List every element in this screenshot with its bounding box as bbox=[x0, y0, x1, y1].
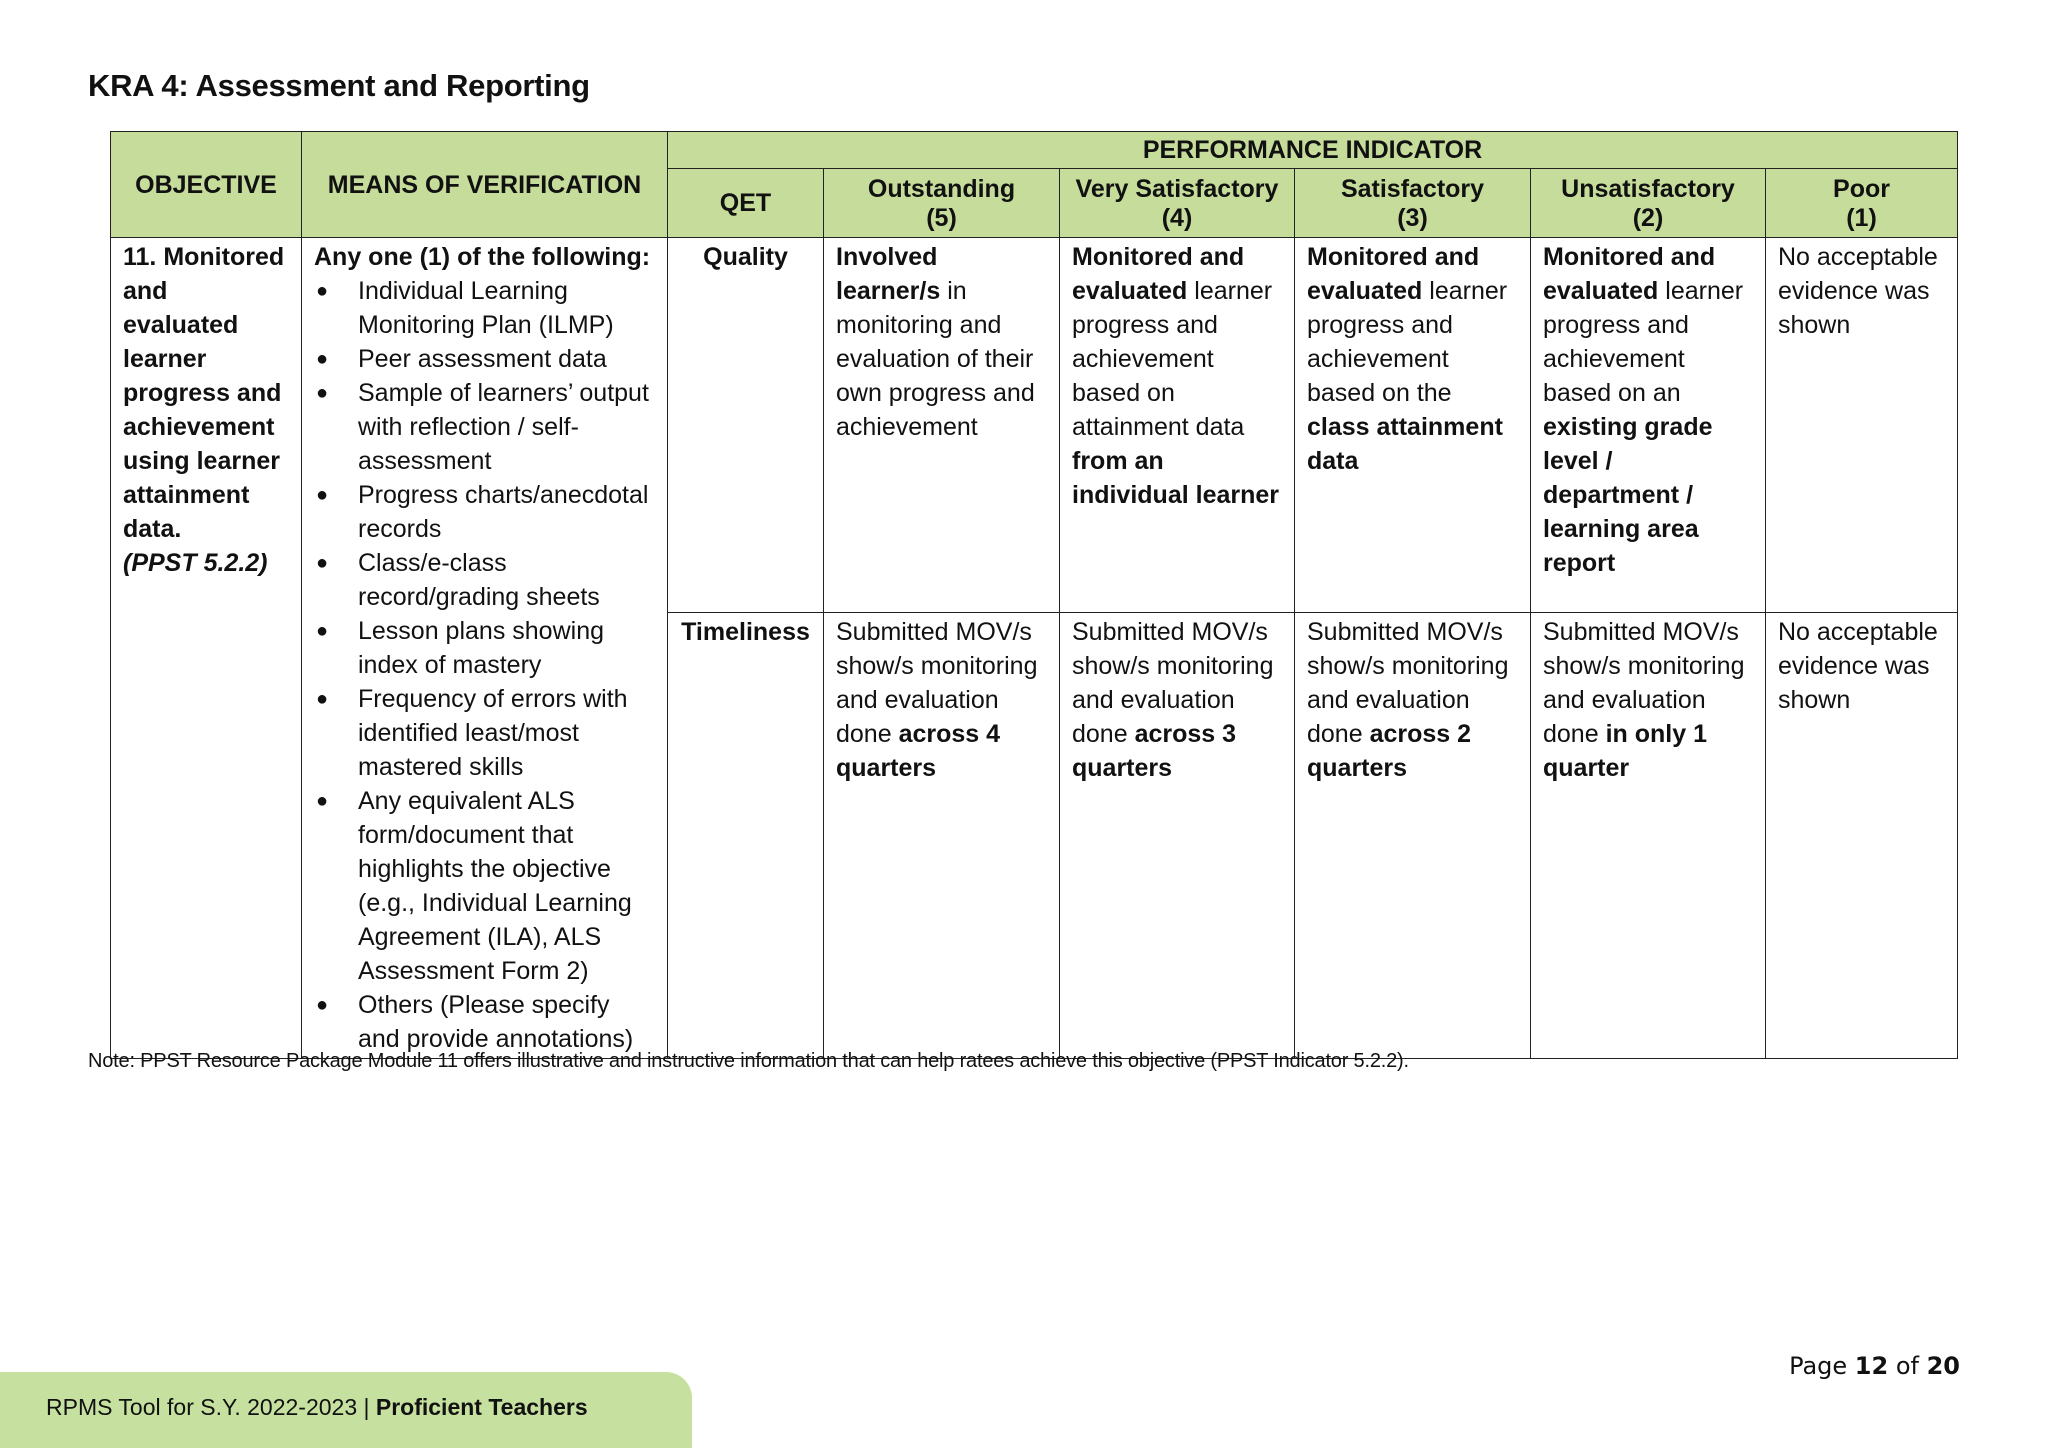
footer-text bbox=[46, 1394, 588, 1421]
emphasis-text: Involved learner/s bbox=[836, 243, 941, 305]
level-score: (2) bbox=[1632, 204, 1664, 232]
header-level-unsatisfactory bbox=[1531, 169, 1766, 238]
timeliness-satisfactory-cell bbox=[1295, 612, 1531, 1058]
page-number bbox=[1789, 1352, 1960, 1380]
list-item: ● Progress charts/anecdotal records bbox=[314, 478, 655, 546]
footer-audience: Proficient Teachers bbox=[375, 1394, 588, 1420]
list-item: ● Others (Please specify and provide annotations) bbox=[314, 988, 655, 1056]
emphasis-text: Monitored and evaluated bbox=[1307, 243, 1480, 305]
objective-cell bbox=[111, 238, 302, 1059]
cell-text: learner progress and achievement based on the bbox=[1307, 277, 1508, 407]
timeliness-outstanding-cell bbox=[824, 612, 1060, 1058]
level-name: Unsatisfactory bbox=[1561, 175, 1735, 203]
quality-satisfactory-cell bbox=[1295, 238, 1531, 613]
quality-poor-cell: No acceptable evidence was shown bbox=[1766, 238, 1958, 613]
emphasis-text: class attainment data bbox=[1307, 413, 1503, 475]
page-total: 20 bbox=[1926, 1352, 1960, 1380]
header-level-poor bbox=[1766, 169, 1958, 238]
qet-timeliness-label: Timeliness bbox=[668, 612, 824, 1058]
mov-list bbox=[314, 274, 655, 1056]
cell-text: Submitted MOV/s show/s monitoring and evaluation done bbox=[1072, 617, 1274, 748]
emphasis-text: across 4 quarters bbox=[836, 719, 1001, 782]
list-item: ● Peer assessment data bbox=[314, 342, 655, 376]
header-level-satisfactory bbox=[1295, 169, 1531, 238]
header-qet: QET bbox=[668, 169, 824, 238]
header-level-very-satisfactory bbox=[1060, 169, 1295, 238]
objective-text: 11. Monitored and evaluated learner progress and achievement using learner attainment data. bbox=[123, 243, 285, 543]
page-current: 12 bbox=[1854, 1352, 1889, 1380]
quality-unsatisfactory-cell bbox=[1531, 238, 1766, 613]
footer-tab bbox=[0, 1372, 692, 1448]
quality-very-satisfactory-cell bbox=[1060, 238, 1295, 613]
table-note: Note: PPST Resource Package Module 11 offers illustrative and instructive information that can help ratees achieve this objective (PPST Indicator 5.2.2). bbox=[88, 1050, 1409, 1072]
header-means-of-verification: MEANS OF VERIFICATION bbox=[302, 132, 668, 238]
header-performance-indicator: PERFORMANCE INDICATOR bbox=[668, 132, 1958, 169]
emphasis-text: in only 1 quarter bbox=[1543, 719, 1707, 782]
cell-text: Submitted MOV/s show/s monitoring and evaluation done bbox=[1307, 617, 1509, 748]
level-score: (3) bbox=[1397, 204, 1428, 232]
list-item: ● Any equivalent ALS form/document that highlights the objective (e.g., Individual Learning Agreement (ILA), ALS Assessment Form 2) bbox=[314, 784, 655, 988]
page-title: KRA 4: Assessment and Reporting bbox=[88, 68, 590, 103]
level-score: (1) bbox=[1846, 204, 1877, 232]
level-name: Satisfactory bbox=[1340, 175, 1485, 203]
qet-quality-label: Quality bbox=[668, 238, 824, 613]
emphasis-text: Monitored and evaluated bbox=[1543, 243, 1716, 305]
header-objective: OBJECTIVE bbox=[111, 132, 302, 238]
cell-text: learner progress and achievement based on an bbox=[1543, 277, 1744, 407]
emphasis-text: Monitored and evaluated bbox=[1072, 243, 1245, 305]
timeliness-poor-cell: No acceptable evidence was shown bbox=[1766, 612, 1958, 1058]
list-item: ● Sample of learners’ output with reflection / self-assessment bbox=[314, 376, 655, 478]
level-score: (5) bbox=[926, 204, 957, 232]
page-prefix: Page bbox=[1789, 1352, 1855, 1380]
level-name: Outstanding bbox=[867, 175, 1016, 203]
table-row-quality bbox=[111, 238, 1958, 613]
level-score: (4) bbox=[1161, 204, 1193, 232]
rubric-table bbox=[110, 131, 1958, 1059]
list-item: ● Lesson plans showing index of mastery bbox=[314, 614, 655, 682]
quality-outstanding-cell bbox=[824, 238, 1060, 613]
timeliness-very-satisfactory-cell bbox=[1060, 612, 1295, 1058]
objective-ppst-ref: (PPST 5.2.2) bbox=[123, 549, 268, 577]
level-name: Very Satisfactory bbox=[1075, 175, 1279, 203]
cell-text: Submitted MOV/s show/s monitoring and evaluation done bbox=[836, 617, 1038, 748]
emphasis-text: from an individual learner bbox=[1072, 447, 1280, 509]
cell-text: learner progress and achievement based on attainment data bbox=[1072, 277, 1273, 441]
cell-text: in monitoring and evaluation of their own progress and achievement bbox=[836, 277, 1035, 441]
cell-text: Submitted MOV/s show/s monitoring and evaluation done bbox=[1543, 617, 1745, 748]
level-name: Poor bbox=[1833, 175, 1890, 203]
mov-intro: Any one (1) of the following: bbox=[314, 243, 651, 271]
emphasis-text: across 2 quarters bbox=[1307, 719, 1472, 782]
footer-tool-label: RPMS Tool for S.Y. 2022-2023 | bbox=[46, 1394, 376, 1420]
emphasis-text: across 3 quarters bbox=[1072, 719, 1237, 782]
emphasis-text: existing grade level / department / learning area report bbox=[1543, 413, 1713, 577]
timeliness-unsatisfactory-cell bbox=[1531, 612, 1766, 1058]
header-level-outstanding bbox=[824, 169, 1060, 238]
list-item: ● Frequency of errors with identified least/most mastered skills bbox=[314, 682, 655, 784]
list-item: ● Class/e-class record/grading sheets bbox=[314, 546, 655, 614]
list-item: ● Individual Learning Monitoring Plan (ILMP) bbox=[314, 274, 655, 342]
means-of-verification-cell bbox=[302, 238, 668, 1059]
page-of: of bbox=[1888, 1352, 1927, 1380]
